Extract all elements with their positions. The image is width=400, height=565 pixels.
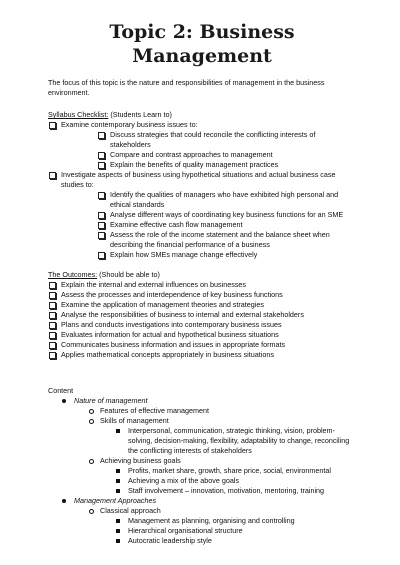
intro-paragraph: The focus of this topic is the nature and responsibilities of management in the business environment. — [48, 78, 325, 97]
content-section — [60, 496, 356, 546]
outcome-item: Analyse the responsibilities of business to internal and external stakeholders — [48, 310, 356, 320]
syllabus-sub: (Students Learn to) — [108, 110, 172, 119]
content-item: Classical approach Management as planning, organising and controlling Hierarchical organisational structure Autocratic leadership style — [88, 506, 356, 546]
checklist-sublist — [97, 130, 356, 170]
page-title: Topic 2: Business Management — [109, 21, 295, 67]
content-detail: Hierarchical organisational structure — [114, 526, 356, 536]
content-item: Features of effective management — [88, 406, 356, 416]
outcome-item: Plans and conducts investigations into contemporary business issues — [48, 320, 356, 330]
checklist-item: Analyse different ways of coordinating key business functions for an SME — [97, 210, 356, 220]
checklist-item: Compare and contrast approaches to management — [97, 150, 356, 160]
content-detail: Interpersonal, communication, strategic thinking, vision, problem-solving, decision-making, flexibility, adaptability to change, reconciling the conflicting interests of stakeholders — [114, 426, 356, 456]
checklist-item: Discuss strategies that could reconcile the conflicting interests of stakeholders — [97, 130, 356, 150]
section-sublist — [88, 406, 356, 496]
outcome-item: Explain the internal and external influences on businesses — [48, 280, 356, 290]
content-detail-list — [114, 516, 356, 546]
syllabus-heading — [48, 110, 356, 120]
checklist-item: Examine contemporary business issues to: Discuss strategies that could reconcile the conflicting interests of stakeholders Compare and contrast approaches to management Explain the benefits of quality management practices — [48, 120, 356, 170]
outcome-item: Evaluates information for actual and hypothetical business situations — [48, 330, 356, 340]
outcome-item: Assess the processes and interdependence of key business functions — [48, 290, 356, 300]
checklist-item: Explain the benefits of quality management practices — [97, 160, 356, 170]
section-title: Nature of management — [74, 396, 148, 405]
syllabus-label: Syllabus Checklist: — [48, 110, 109, 119]
content-detail: Staff involvement – innovation, motivation, mentoring, training — [114, 486, 356, 496]
outcomes-list — [48, 280, 356, 360]
content-list — [60, 396, 356, 546]
content-section — [60, 396, 356, 496]
section-title: Management Approaches — [74, 496, 157, 505]
outcomes-heading — [48, 270, 356, 280]
content-item: Achieving business goals Profits, market share, growth, share price, social, environmental Achieving a mix of the above goals Staff involvement – innovation, motivation, mentoring, training — [88, 456, 356, 496]
syllabus-list — [48, 120, 356, 260]
section-sublist — [88, 506, 356, 546]
checklist-item: Examine effective cash flow management — [97, 220, 356, 230]
checklist-item: Assess the role of the income statement and the balance sheet when describing the financial performance of a business — [97, 230, 356, 250]
outcomes-sub: (Should be able to) — [97, 270, 160, 279]
content-detail: Achieving a mix of the above goals — [114, 476, 356, 486]
content-detail: Autocratic leadership style — [114, 536, 356, 546]
outcome-item: Communicates business information and issues in appropriate formats — [48, 340, 356, 350]
content-item: Skills of management Interpersonal, communication, strategic thinking, vision, problem-solving, decision-making, flexibility, adaptability to change, reconciling the conflicting interests of stakeholders — [88, 416, 356, 456]
outcomes-label: The Outcomes: — [48, 270, 98, 279]
checklist-sublist — [97, 190, 356, 260]
content-detail: Profits, market share, growth, share price, social, environmental — [114, 466, 356, 476]
content-detail-list — [114, 426, 356, 456]
content-detail: Management as planning, organising and controlling — [114, 516, 356, 526]
checklist-item: Identify the qualities of managers who have exhibited high personal and ethical standards — [97, 190, 356, 210]
checklist-item: Investigate aspects of business using hypothetical situations and actual business case studies to: Identify the qualities of managers who have exhibited high personal and ethical standards Analyse different ways of coordinating key business functions for an SME Examine effective cash flow management Assess the role of the income statement and the balance sheet when describing the financial performance of a business Explain how SMEs manage change effectively — [48, 170, 356, 260]
content-detail-list — [114, 466, 356, 496]
checklist-item: Explain how SMEs manage change effectively — [97, 250, 356, 260]
outcome-item: Applies mathematical concepts appropriately in business situations — [48, 350, 356, 360]
content-heading: Content — [48, 386, 74, 395]
outcome-item: Examine the application of management theories and strategies — [48, 300, 356, 310]
